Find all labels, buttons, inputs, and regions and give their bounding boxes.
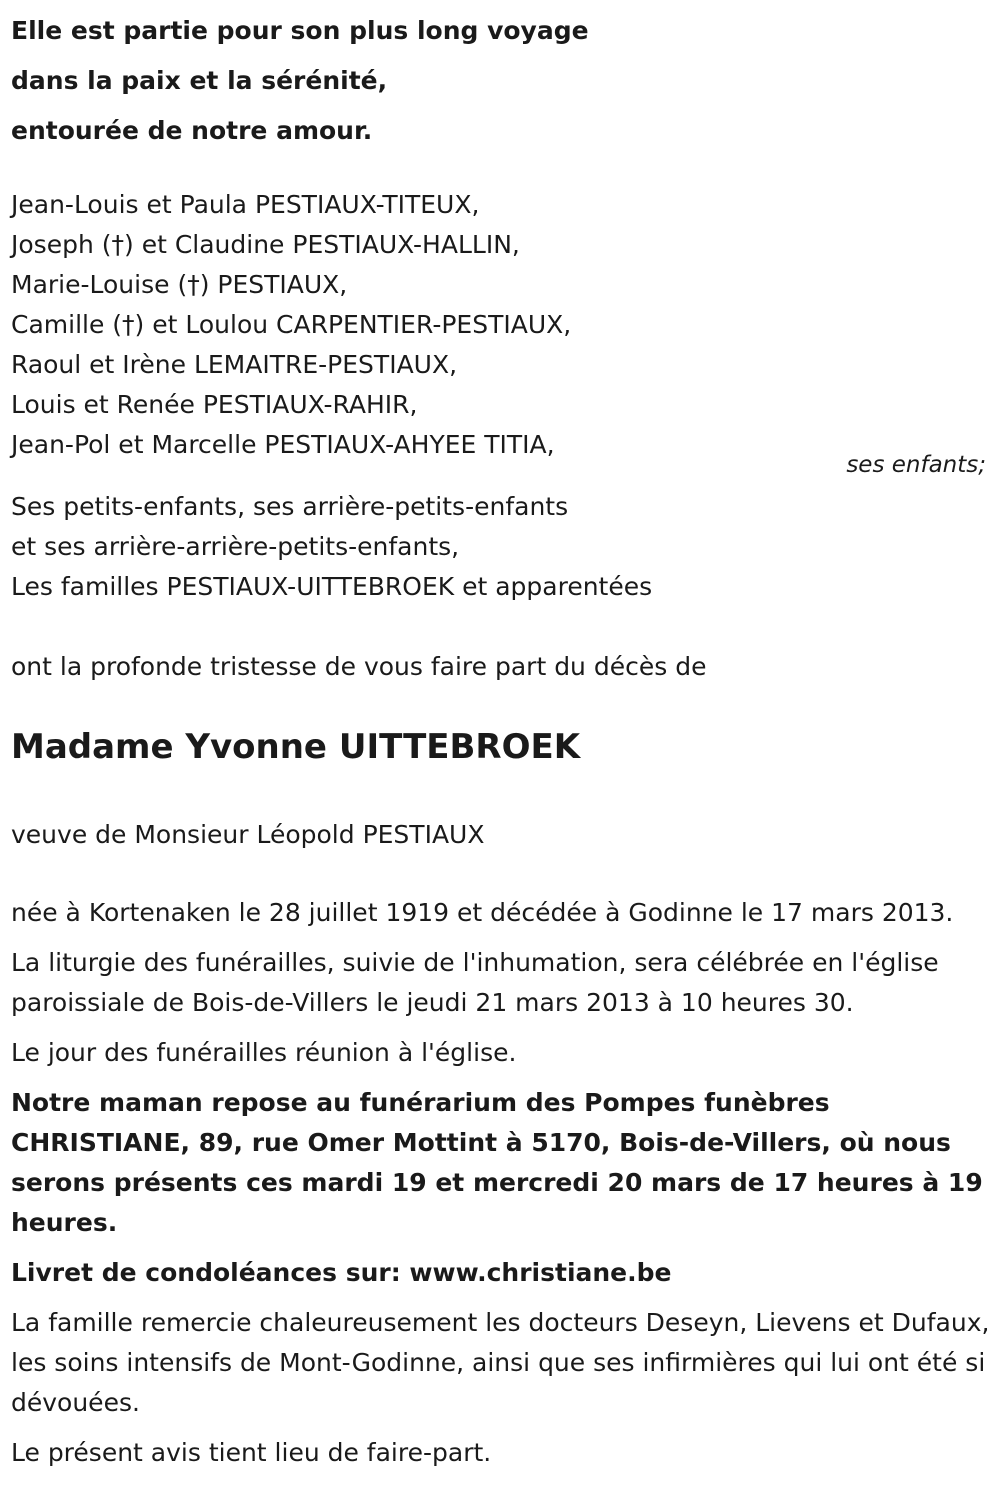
liturgy-paragraph: La liturgie des funérailles, suivie de l'inhumation, sera célébrée en l'église paroissiale de Bois-de-Villers le jeudi 21 mars 2013 à 10 heures 30.: [11, 948, 939, 1017]
opening-verse: [11, 6, 589, 156]
children-list: [11, 185, 571, 465]
child-entry: Jean-Louis et Paula PESTIAUX-TITEUX,: [11, 190, 480, 219]
family-entry: et ses arrière-arrière-petits-enfants,: [11, 532, 460, 561]
child-entry: Joseph (†) et Claudine PESTIAUX-HALLIN,: [11, 230, 520, 259]
child-entry: Marie-Louise (†) PESTIAUX,: [11, 270, 348, 299]
deceased-name: Madame Yvonne UITTEBROEK: [11, 727, 581, 767]
thanks-paragraph: La famille remercie chaleureusement les docteurs Deseyn, Lievens et Dufaux, les soins intensifs de Mont-Godinne, ainsi que ses infirmières qui lui ont été si dévouées.: [11, 1308, 990, 1417]
verse-line: Elle est partie pour son plus long voyage: [11, 16, 589, 45]
family-entry: Ses petits-enfants, ses arrière-petits-enfants: [11, 492, 569, 521]
child-entry: Raoul et Irène LEMAITRE-PESTIAUX,: [11, 350, 458, 379]
child-entry: Camille (†) et Loulou CARPENTIER-PESTIAUX,: [11, 310, 572, 339]
family-entry: Les familles PESTIAUX-UITTEBROEK et apparentées: [11, 572, 653, 601]
child-entry: Jean-Pol et Marcelle PESTIAUX-AHYEE TITIA,: [11, 430, 555, 459]
children-role-label: ses enfants;: [846, 452, 986, 478]
announcement-intro: ont la profonde tristesse de vous faire part du décès de: [11, 652, 707, 681]
child-entry: Louis et Renée PESTIAUX-RAHIR,: [11, 390, 418, 419]
verse-line: dans la paix et la sérénité,: [11, 66, 388, 95]
condolences-line: Livret de condoléances sur: www.christiane.be: [11, 1258, 672, 1287]
birth-death-line: née à Kortenaken le 28 juillet 1919 et décédée à Godinne le 17 mars 2013.: [11, 898, 954, 927]
verse-line: entourée de notre amour.: [11, 116, 373, 145]
grandchildren-list: [11, 487, 652, 607]
funeral-details: [11, 893, 996, 1483]
notice-line: Le présent avis tient lieu de faire-part.: [11, 1438, 492, 1467]
meeting-line: Le jour des funérailles réunion à l'église.: [11, 1038, 517, 1067]
widow-of-line: veuve de Monsieur Léopold PESTIAUX: [11, 820, 485, 849]
funerarium-paragraph: Notre maman repose au funérarium des Pompes funèbres CHRISTIANE, 89, rue Omer Mottint à 5170, Bois-de-Villers, où nous serons présents ces mardi 19 et mercredi 20 mars de 17 heures à 19 heures.: [11, 1088, 983, 1237]
